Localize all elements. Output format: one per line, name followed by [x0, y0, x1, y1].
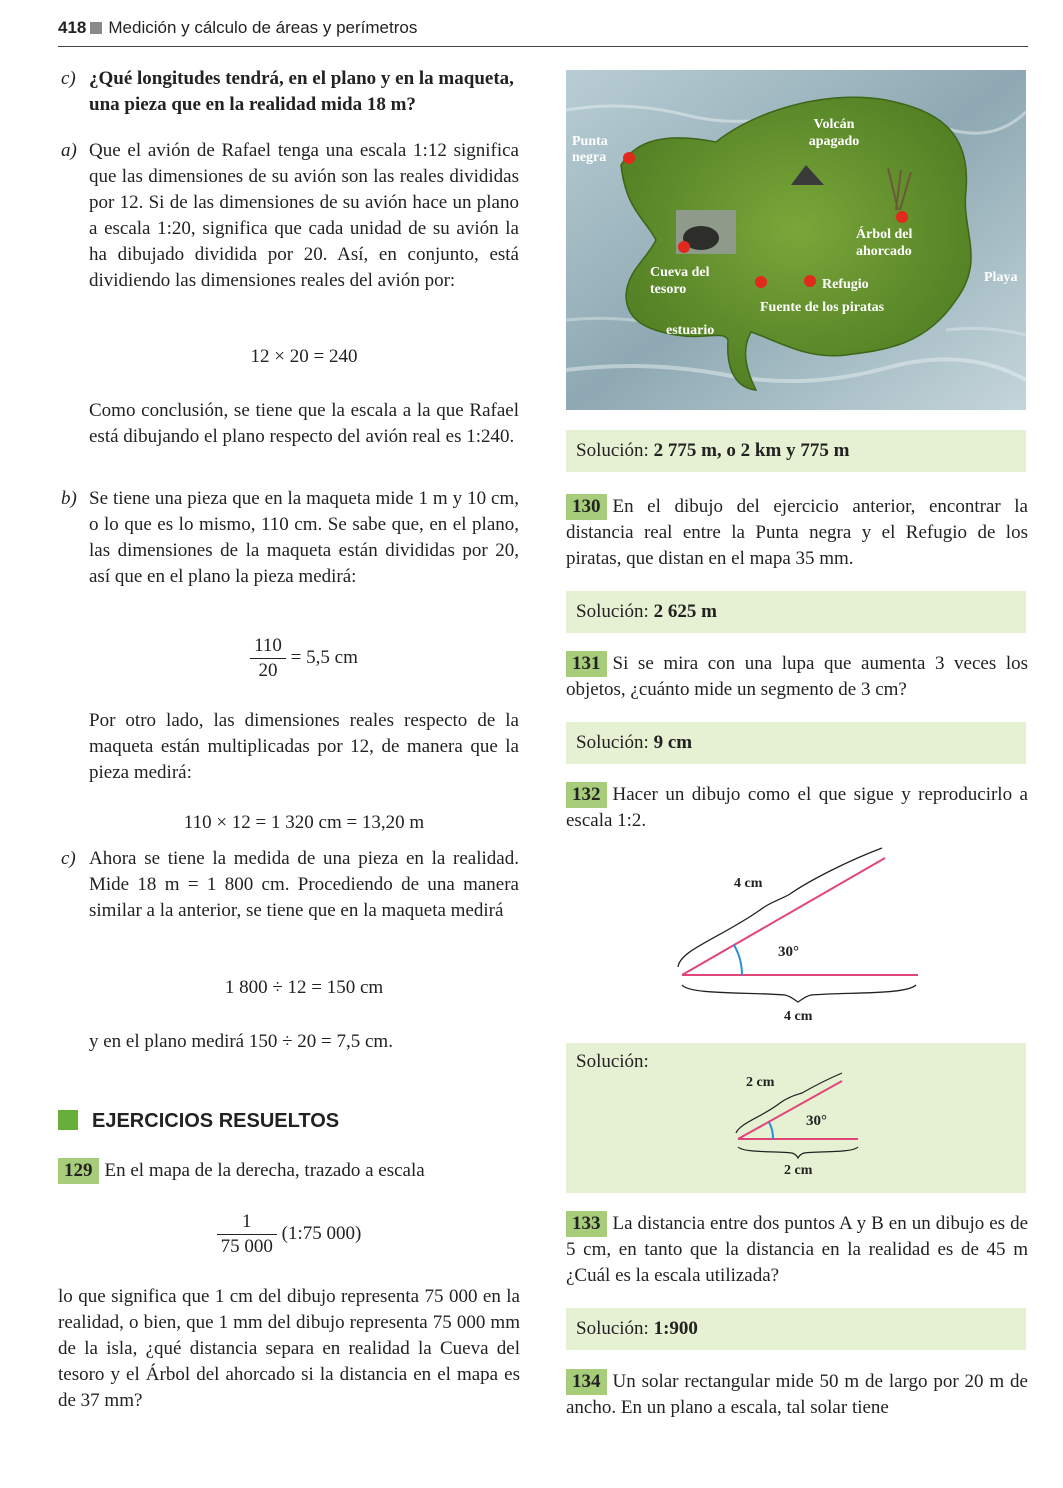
answer-b — [61, 486, 519, 590]
exercise-129-text2: lo que significa que 1 cm del dibujo representa 75 000 en la realidad, o bien, que 1 mm del dibujo representa 75 000 mm de la isla, ¿qué distancia separa en realidad la Cueva del tesoro y el Árbol del ahorcado si la distancia en el mapa es de 37 mm? — [58, 1286, 520, 1411]
solution-130-value: 2 625 m — [653, 601, 717, 622]
page-number: 418 — [58, 18, 87, 37]
map-label-refugio: Refugio — [822, 277, 869, 292]
exercise-129 — [58, 1158, 520, 1184]
solution-131 — [566, 722, 1026, 764]
fraction-129-denominator: 75 000 — [220, 1236, 273, 1257]
map-label-cueva: Cueva del tesoro — [650, 265, 710, 297]
answer-a — [61, 138, 519, 294]
exercise-134 — [566, 1369, 1028, 1421]
exercise-132-text: Hacer un dibujo como el que sigue y reproducirlo a escala 1:2. — [566, 784, 1028, 831]
fig1-base-label: 4 cm — [784, 1009, 813, 1024]
map-label-volcan: Volcán apagado — [808, 117, 860, 149]
exercise-130-text: En el dibujo del ejercicio anterior, encontrar la distancia real entre la Punta negra y el Refugio de los piratas, que distan en el mapa 35 mm. — [566, 496, 1028, 569]
exercise-134-number: 134 — [566, 1369, 607, 1395]
exercise-131-text: Si se mira con una lupa que aumenta 3 veces los objetos, ¿cuánto mide un segmento de 3 cm? — [566, 653, 1028, 700]
fraction-b-result: = 5,5 cm — [290, 646, 358, 668]
solution-129-prefix: Solución: — [576, 440, 649, 461]
answer-c-text2: y en el plano medirá 150 ÷ 20 = 7,5 cm. — [89, 1031, 393, 1052]
exercise-133-number: 133 — [566, 1211, 607, 1237]
answer-c-label: c) — [61, 848, 76, 869]
island-map — [566, 70, 1026, 410]
exercise-132-number: 132 — [566, 782, 607, 808]
equation-c: 1 800 ÷ 12 = 150 cm — [224, 977, 384, 998]
fraction-129-scale: (1:75 000) — [281, 1222, 362, 1244]
exercise-132 — [566, 782, 1028, 834]
fraction-b-denominator: 20 — [258, 660, 278, 681]
fig1-side-label: 4 cm — [734, 876, 763, 891]
solution-131-prefix: Solución: — [576, 732, 649, 753]
solution-132-prefix: Solución: — [576, 1051, 649, 1072]
answer-a-conclusion: Como conclusión, se tiene que la escala a la que Rafael está dibujando el plano respecto del avión real es 1:240. — [89, 400, 519, 447]
solution-130 — [566, 591, 1026, 633]
exercise-131-number: 131 — [566, 651, 607, 677]
answer-c — [61, 846, 519, 924]
fig2-angle-label: 30° — [806, 1113, 827, 1129]
solution-133-prefix: Solución: — [576, 1318, 649, 1339]
fraction-129-numerator: 1 — [217, 1210, 277, 1235]
exercise-134-text: Un solar rectangular mide 50 m de largo por 20 m de ancho. En un plano a escala, tal solar tiene — [566, 1371, 1028, 1418]
exercise-130 — [566, 494, 1028, 572]
exercise-129-number: 129 — [58, 1158, 99, 1184]
fraction-129 — [58, 1210, 520, 1259]
solution-130-prefix: Solución: — [576, 601, 649, 622]
fraction-b — [89, 634, 519, 683]
answer-c-text: Ahora se tiene la medida de una pieza en la realidad. Mide 18 m = 1 800 cm. Procediendo de una manera similar a la anterior, se tiene que en la maqueta medirá — [89, 848, 519, 921]
map-label-estuario: estuario — [666, 323, 715, 338]
answer-a-text: Que el avión de Rafael tenga una escala 1:12 significa que las dimensiones de su avión son las reales divididas por 12. Si de las dimensiones de su avión hace un plano a escala 1:20, significa que cada unidad de su avión la ha dibujado dividida por 20. Así, en conjunto, está dividiendo las dimensiones reales del avión por: — [89, 140, 519, 291]
equation-b: 110 × 12 = 1 320 cm = 13,20 m — [183, 812, 425, 833]
fig1-angle-label: 30° — [778, 944, 799, 960]
answer-b-text2: Por otro lado, las dimensiones reales respecto de la maqueta están multiplicadas por 12, de manera que la pieza medirá: — [89, 710, 519, 783]
fig1-base-brace — [682, 985, 916, 1002]
solution-133-value: 1:900 — [653, 1318, 698, 1339]
question-c-text: ¿Qué longitudes tendrá, en el plano y en la maqueta, una pieza que en la realidad mida 18 m? — [89, 68, 514, 115]
fraction-b-numerator: 110 — [250, 634, 286, 659]
solution-133 — [566, 1308, 1026, 1350]
exercise-133-text: La distancia entre dos puntos A y B en un dibujo es de 5 cm, en tanto que la distancia en la realidad es de 45 m ¿Cuál es la escala utilizada? — [566, 1213, 1028, 1286]
equation-a: 12 × 20 = 240 — [250, 346, 358, 367]
map-label-playa: Playa — [984, 270, 1018, 285]
answer-b-text: Se tiene una pieza que en la maqueta mide 1 m y 10 cm, o lo que es lo mismo, 110 cm. Se sabe que, en el plano, las dimensiones de la maqueta están divididas por 20, así que en el plano la pieza medirá: — [89, 488, 519, 587]
solution-131-value: 9 cm — [653, 732, 693, 753]
exercise-133 — [566, 1211, 1028, 1289]
fig2-angle-arc — [769, 1122, 773, 1139]
solution-132 — [566, 1043, 1026, 1193]
fig2-base-brace — [738, 1147, 858, 1158]
section-title: EJERCICIOS RESUELTOS — [58, 1110, 339, 1133]
exercise-131 — [566, 651, 1028, 703]
solution-129 — [566, 430, 1026, 472]
fig2-side-label: 2 cm — [746, 1075, 775, 1090]
solution-129-value: 2 775 m, o 2 km y 775 m — [653, 440, 850, 461]
answer-a-label: a) — [61, 140, 77, 161]
header-square-icon — [90, 22, 102, 34]
question-c — [61, 66, 519, 118]
map-label-punta-negra: Punta negra — [572, 134, 608, 165]
map-label-arbol: Árbol del ahorcado — [856, 227, 913, 259]
page-header — [58, 18, 1028, 47]
fig1-angle-arc — [734, 945, 742, 975]
header-title: Medición y cálculo de áreas y perímetros — [108, 18, 418, 37]
island-map-graphic — [566, 70, 1026, 410]
exercise-129-text1: En el mapa de la derecha, trazado a escala — [104, 1160, 425, 1181]
answer-b-label: b) — [61, 488, 77, 509]
exercise-130-number: 130 — [566, 494, 607, 520]
question-c-label: c) — [61, 68, 76, 89]
fig2-base-label: 2 cm — [784, 1163, 813, 1178]
section-square-icon — [58, 1110, 78, 1130]
angle-figure — [660, 840, 940, 1030]
map-label-fuente: Fuente de los piratas — [760, 300, 885, 315]
